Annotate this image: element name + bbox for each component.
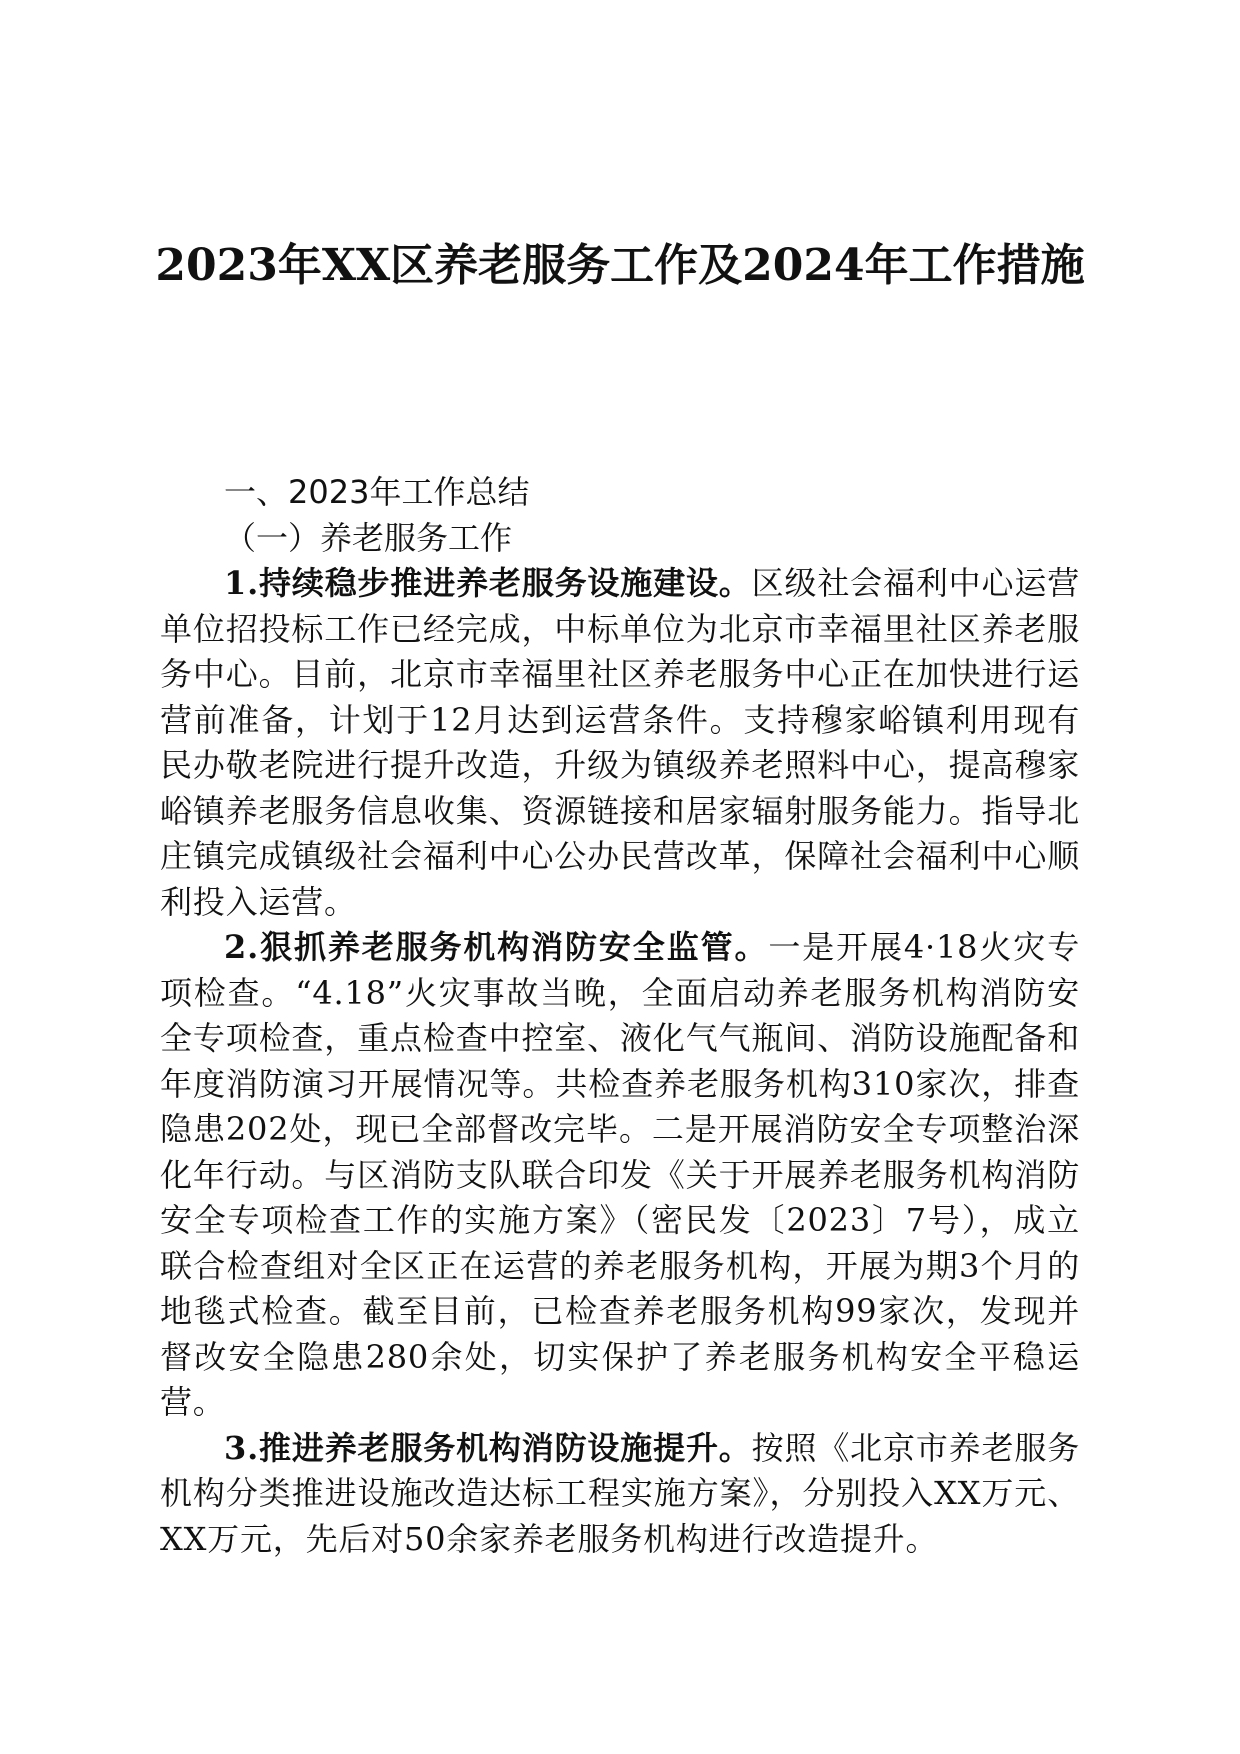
document-title: 2023年XX区养老服务工作及2024年工作措施 xyxy=(155,240,1085,291)
paragraph-body: 按照《北京市养老服务机构分类推进设施改造达标工程实施方案》，分别投入XX万元、XX万元，先后对50余家养老服务机构进行改造提升。 xyxy=(160,1428,1080,1558)
paragraph-body: 一是开展4·18火灾专项检查。“4.18”火灾事故当晚，全面启动养老服务机构消防安全专项检查，重点检查中控室、液化气气瓶间、消防设施配备和年度消防演习开展情况等。共检查养老服务机构310家次，排查隐患202处，现已全部督改完毕。二是开展消防安全专项整治深化年行动。与区消防支队联合印发《关于开展养老服务机构消防安全专项检查工作的实施方案》（密民发〔2023〕7号），成立联合检查组对全区正在运营的养老服务机构，开展为期3个月的地毯式检查。截至目前，已检查养老服务机构99家次，发现并督改安全隐患280余处，切实保护了养老服务机构安全平稳运营。 xyxy=(160,928,1080,1421)
subsection-heading-elderly-care: （一）养老服务工作 xyxy=(224,518,513,557)
paragraph-lead: 1.持续稳步推进养老服务设施建设。 xyxy=(224,564,752,602)
paragraph-facility-construction xyxy=(160,561,1080,925)
section-heading-summary: 一、2023年工作总结 xyxy=(224,473,530,511)
paragraph-fire-safety-supervision xyxy=(160,925,1080,1426)
paragraph-lead: 2.狠抓养老服务机构消防安全监管。 xyxy=(224,928,769,966)
paragraph-fire-facility-upgrade xyxy=(160,1426,1080,1563)
paragraph-lead: 3.推进养老服务机构消防设施提升。 xyxy=(224,1428,752,1467)
paragraph-body: 区级社会福利中心运营单位招投标工作已经完成，中标单位为北京市幸福里社区养老服务中心。目前，北京市幸福里社区养老服务中心正在加快进行运营前准备，计划于12月达到运营条件。支持穆家峪镇利用现有民办敬老院进行提升改造，升级为镇级养老照料中心，提高穆家峪镇养老服务信息收集、资源链接和居家辐射服务能力。指导北庄镇完成镇级社会福利中心公办民营改革，保障社会福利中心顺利投入运营。 xyxy=(160,564,1080,921)
document-body xyxy=(160,470,1080,1562)
